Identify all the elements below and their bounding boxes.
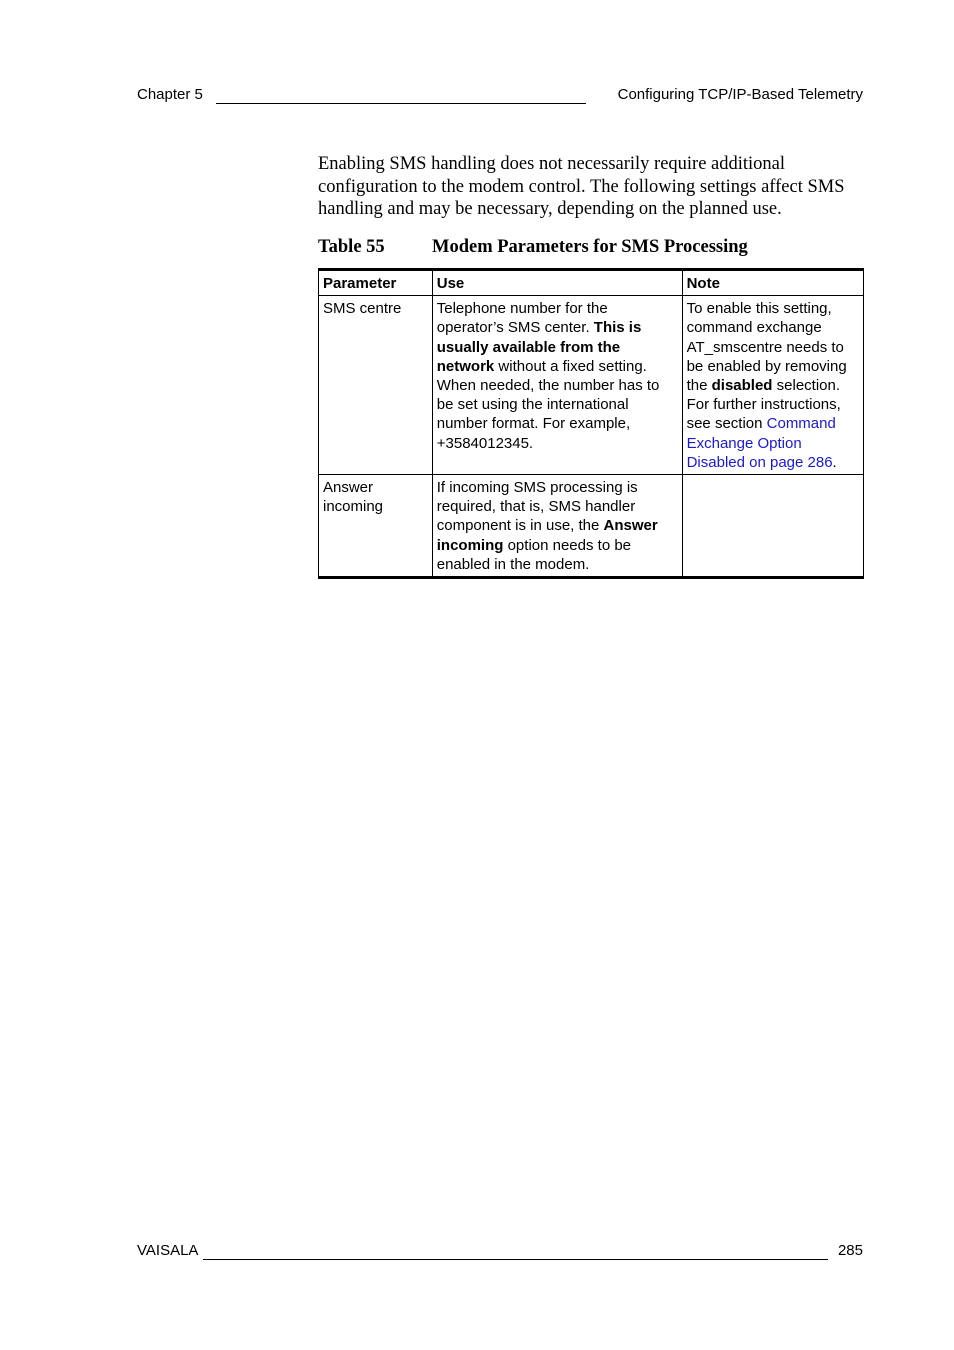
table-header-row (319, 270, 864, 296)
use-text: Telephone number for the operator’s SMS center. (436, 300, 608, 337)
note-text: To enable this setting, command exchange AT_smscentre needs to be enabled by removing the (686, 300, 847, 395)
table-title: Modem Parameters for SMS Processing (432, 237, 748, 257)
page-number: 285 (837, 1242, 863, 1259)
footer-rule (203, 1259, 828, 1260)
chapter-label: Chapter 5 (137, 86, 203, 103)
modem-parameters-table (318, 268, 864, 579)
note-text: selection. For further instructions, see section (686, 377, 841, 433)
column-header-parameter: Parameter (319, 270, 433, 296)
note-cell (682, 296, 863, 475)
use-bold-text: Answer incoming (436, 517, 658, 554)
note-text: . (832, 453, 837, 471)
column-header-use: Use (432, 270, 682, 296)
parameter-cell: Answer incoming (319, 475, 433, 578)
table-row (319, 475, 864, 578)
note-bold-text: disabled (711, 377, 773, 395)
column-header-note: Note (682, 270, 863, 296)
intro-paragraph: Enabling SMS handling does not necessarily require additional configuration to the modem control. The following settings affect SMS handling and may be necessary, depending on the planned use. (318, 154, 845, 219)
use-text: option needs to be enabled in the modem. (436, 536, 632, 573)
table-row (319, 296, 864, 475)
header-rule (216, 103, 586, 104)
table-caption (318, 237, 748, 258)
use-cell (432, 475, 682, 578)
use-text: without a fixed setting. When needed, the number has to be set using the international number format. For example, +3584012345. (436, 357, 660, 452)
page-header (137, 86, 863, 106)
page-footer (137, 1242, 863, 1262)
cross-reference-link[interactable]: Command Exchange Option Disabled on page 286 (686, 415, 836, 471)
use-cell (432, 296, 682, 475)
section-title: Configuring TCP/IP-Based Telemetry (617, 86, 863, 103)
note-cell (682, 475, 863, 578)
table-number: Table 55 (318, 237, 385, 257)
use-bold-text: This is usually available from the network (436, 319, 642, 375)
brand-label: VAISALA (137, 1242, 199, 1259)
parameter-cell: SMS centre (319, 296, 433, 475)
use-text: If incoming SMS processing is required, that is, SMS handler component is in use, the (436, 479, 638, 535)
